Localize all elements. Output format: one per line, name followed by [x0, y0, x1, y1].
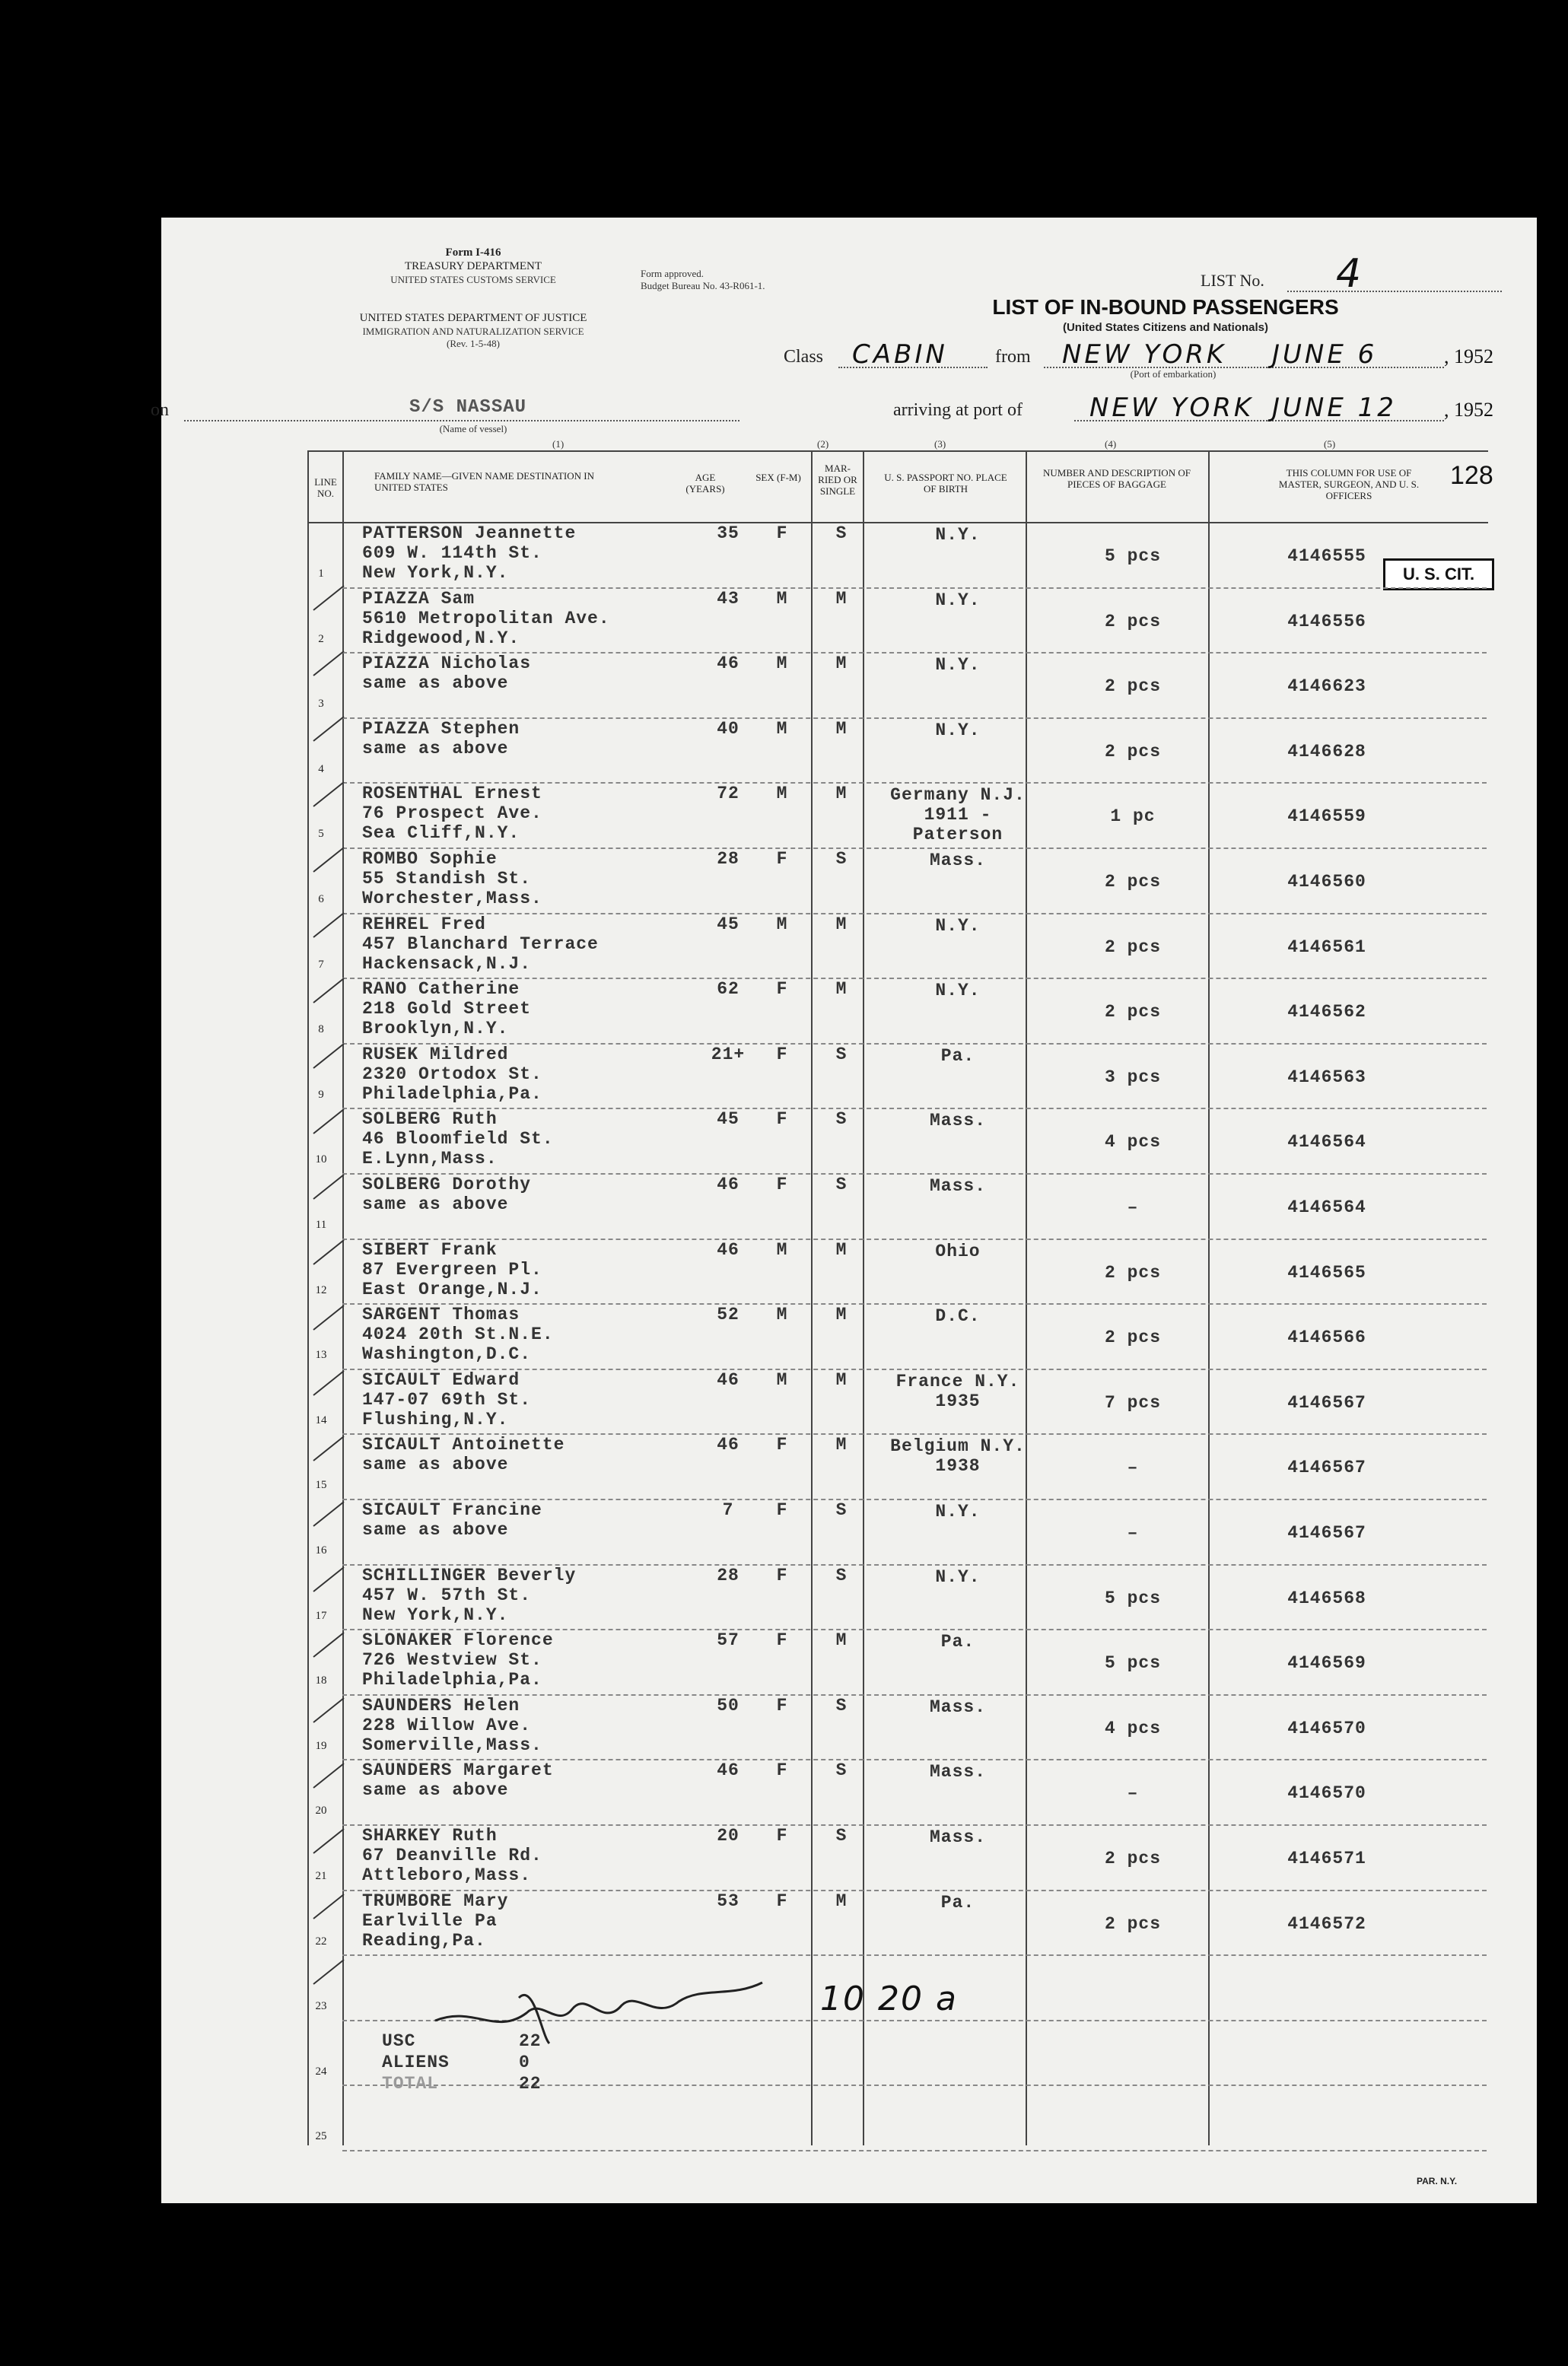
passenger-sex: M	[776, 1305, 788, 1325]
header-married: MAR-RIED OR SINGLE	[818, 463, 857, 497]
vessel-note: (Name of vessel)	[439, 423, 507, 434]
line-number: 5	[318, 828, 324, 841]
official-number: 4146564	[1287, 1197, 1366, 1217]
vessel-name: S/S NASSAU	[409, 397, 527, 418]
passenger-name: SHARKEY Ruth	[362, 1826, 498, 1846]
destination-line-2: Hackensack,N.J.	[362, 953, 532, 974]
from-year: , 1952	[1444, 345, 1493, 367]
passenger-age: 52	[717, 1305, 739, 1325]
column-number: (3)	[934, 438, 946, 450]
line-number: 12	[315, 1283, 327, 1296]
place-of-birth: Mass.	[929, 1762, 986, 1782]
passenger-age: 7	[722, 1500, 734, 1520]
baggage-pieces: –	[1127, 1458, 1139, 1478]
baggage-pieces: 2 pcs	[1104, 937, 1161, 957]
marital-status: S	[835, 1695, 848, 1716]
header-age: AGE (YEARS)	[685, 472, 725, 495]
place-of-birth: Mass.	[929, 851, 986, 870]
embarkation-note: (Port of embarkation)	[1130, 368, 1217, 380]
baggage-pieces: 5 pcs	[1104, 546, 1161, 566]
line-number: 13	[315, 1349, 327, 1362]
baggage-pieces: 2 pcs	[1104, 872, 1161, 892]
class-label: Class	[784, 347, 824, 367]
official-number: 4146567	[1287, 1523, 1366, 1543]
passenger-sex: F	[776, 1500, 788, 1520]
destination-line-2: Brooklyn,N.Y.	[362, 1019, 509, 1039]
passenger-sex: F	[776, 1565, 788, 1585]
arrival-date: JUNE 12	[1272, 393, 1397, 423]
place-of-birth: N.Y.	[935, 590, 981, 610]
place-of-birth: N.Y.	[935, 1502, 981, 1522]
passenger-name: PIAZZA Sam	[362, 588, 475, 609]
table-top-rule	[307, 450, 1488, 452]
destination-line-1: 67 Deanville Rd.	[362, 1846, 542, 1865]
official-number: 4146564	[1287, 1132, 1366, 1153]
destination-line-1: 147-07 69th St.	[362, 1389, 532, 1410]
arrival-year: , 1952	[1444, 399, 1493, 421]
passenger-name: PIAZZA Stephen	[362, 718, 520, 739]
line-number: 11	[315, 1219, 327, 1231]
passenger-age: 21+	[711, 1044, 746, 1064]
passenger-age: 53	[717, 1891, 739, 1911]
destination-line-2: Washington,D.C.	[362, 1344, 532, 1365]
passenger-age: 46	[717, 1435, 739, 1455]
destination-line-2: New York,N.Y.	[362, 563, 509, 583]
passenger-age: 40	[717, 718, 739, 739]
passenger-sex: F	[776, 1109, 788, 1130]
baggage-pieces: 5 pcs	[1104, 1653, 1161, 1674]
destination-line-1: same as above	[362, 1520, 509, 1540]
destination-line-2: Somerville,Mass.	[362, 1735, 542, 1755]
passenger-age: 45	[717, 1109, 739, 1130]
baggage-pieces: 1 pc	[1110, 806, 1156, 827]
line-number: 19	[315, 1739, 327, 1752]
passenger-name: ROSENTHAL Ernest	[362, 784, 542, 804]
marital-status: M	[835, 1435, 848, 1455]
marital-status: M	[835, 1305, 848, 1325]
official-number: 4146555	[1287, 546, 1366, 566]
line-number: 16	[315, 1544, 327, 1557]
passenger-sex: F	[776, 849, 788, 869]
header-baggage: NUMBER AND DESCRIPTION OF PIECES OF BAGGAGE	[1043, 467, 1191, 490]
marital-status: M	[835, 1630, 848, 1651]
place-of-birth: Mass.	[929, 1111, 986, 1131]
form-title: LIST OF IN-BOUND PASSENGERS	[992, 295, 1339, 319]
arriving-label: arriving at port of	[893, 400, 1023, 420]
passenger-name: SICAULT Edward	[362, 1369, 520, 1390]
passenger-sex: F	[776, 1826, 788, 1846]
passenger-sex: M	[776, 914, 788, 934]
destination-line-1: 55 Standish St.	[362, 869, 532, 889]
printer-mark: PAR. N.Y.	[1417, 2176, 1458, 2186]
from-label: from	[995, 347, 1031, 367]
passenger-age: 57	[717, 1630, 739, 1651]
marital-status: S	[835, 1760, 848, 1781]
place-of-birth: Mass.	[929, 1697, 986, 1717]
destination-line-1: 609 W. 114th St.	[362, 543, 542, 563]
from-date: JUNE 6	[1272, 339, 1378, 370]
destination-line-1: 457 W. 57th St.	[362, 1585, 532, 1605]
official-number: 4146560	[1287, 872, 1366, 892]
passenger-age: 46	[717, 654, 739, 674]
row-divider	[342, 2085, 1487, 2086]
baggage-pieces: 2 pcs	[1104, 1002, 1161, 1022]
baggage-pieces: 3 pcs	[1104, 1067, 1161, 1087]
line-number: 20	[315, 1805, 327, 1817]
marital-status: S	[835, 1175, 848, 1194]
passenger-name: SICAULT Antoinette	[362, 1435, 565, 1455]
budget-bureau: Budget Bureau No. 43-R061-1.	[641, 280, 765, 291]
header-name: FAMILY NAME—GIVEN NAME DESTINATION IN UNITED STATES	[374, 470, 595, 493]
line-number: 10	[315, 1153, 327, 1166]
time-note: 10 20 a	[820, 1980, 958, 2018]
destination-line-2: Ridgewood,N.Y.	[362, 628, 520, 648]
official-number: 4146568	[1287, 1588, 1366, 1608]
destination-line-1: same as above	[362, 1194, 509, 1214]
baggage-pieces: –	[1127, 1783, 1139, 1804]
place-of-birth: Germany N.J. 1911 -Paterson	[890, 785, 1026, 845]
col-rule	[811, 450, 813, 2145]
destination-line-1: 5610 Metropolitan Ave.	[362, 608, 610, 628]
passenger-sex: F	[776, 1435, 788, 1455]
passenger-sex: M	[776, 654, 788, 674]
passenger-sex: F	[776, 979, 788, 1000]
official-number: 4146570	[1287, 1718, 1366, 1738]
destination-line-1: 2320 Ortodox St.	[362, 1064, 542, 1084]
place-of-birth: Ohio	[935, 1241, 981, 1261]
place-of-birth: N.Y.	[935, 981, 981, 1001]
passenger-sex: M	[776, 784, 788, 804]
treasury-dept: TREASURY DEPARTMENT	[404, 260, 542, 272]
line-number: 2	[318, 632, 324, 645]
line-number: 9	[318, 1088, 324, 1101]
baggage-pieces: –	[1127, 1197, 1139, 1217]
total-usc-label: USC	[382, 2031, 416, 2051]
list-number-value: 4	[1336, 251, 1365, 297]
destination-line-2: Philadelphia,Pa.	[362, 1670, 542, 1690]
passenger-name: SCHILLINGER Beverly	[362, 1565, 577, 1585]
marital-status: S	[835, 1565, 848, 1585]
passenger-age: 43	[717, 588, 739, 609]
marital-status: S	[835, 1500, 848, 1520]
passenger-age: 46	[717, 1369, 739, 1390]
header-line-no: LINE NO.	[314, 476, 337, 499]
total-value: 22	[519, 2074, 542, 2094]
passenger-sex: M	[776, 1239, 788, 1260]
form-approved: Form approved.	[641, 268, 704, 279]
passenger-name: REHREL Fred	[362, 914, 486, 934]
passenger-age: 46	[717, 1760, 739, 1781]
line-number: 22	[315, 1935, 327, 1948]
us-citizen-stamp: U. S. CIT.	[1383, 558, 1494, 590]
destination-line-2: Attleboro,Mass.	[362, 1865, 532, 1885]
line-number: 24	[315, 2065, 327, 2078]
line-number: 15	[315, 1479, 327, 1492]
passenger-name: RANO Catherine	[362, 979, 520, 1000]
total-aliens-label: ALIENS	[382, 2053, 450, 2072]
place-of-birth: N.Y.	[935, 525, 981, 545]
marital-status: M	[835, 718, 848, 739]
destination-line-2: Sea Cliff,N.Y.	[362, 823, 520, 844]
passenger-sex: F	[776, 1760, 788, 1781]
passenger-age: 46	[717, 1239, 739, 1260]
destination-line-2: New York,N.Y.	[362, 1604, 509, 1625]
col-rule	[1026, 450, 1027, 2145]
column-number: (1)	[552, 438, 565, 450]
list-number-line	[1287, 291, 1502, 292]
official-number: 4146559	[1287, 806, 1366, 827]
passenger-name: SLONAKER Florence	[362, 1630, 554, 1651]
justice-dept: UNITED STATES DEPARTMENT OF JUSTICE	[359, 312, 587, 324]
destination-line-2: Philadelphia,Pa.	[362, 1083, 542, 1104]
passenger-age: 50	[717, 1695, 739, 1716]
row-divider	[342, 2150, 1487, 2151]
line-number: 23	[315, 2000, 327, 2013]
passenger-age: 28	[717, 849, 739, 869]
marital-status: M	[835, 1369, 848, 1390]
place-of-birth: Belgium N.Y. 1938	[890, 1436, 1026, 1477]
vessel-line	[184, 420, 739, 421]
destination-line-1: 726 Westview St.	[362, 1650, 542, 1671]
line-number: 21	[315, 1870, 327, 1882]
marital-status: M	[835, 588, 848, 609]
officer-signature	[428, 1967, 778, 2051]
col-rule	[1208, 450, 1210, 2145]
total-usc-value: 22	[519, 2031, 542, 2051]
official-number: 4146570	[1287, 1783, 1366, 1804]
passenger-age: 45	[717, 914, 739, 934]
baggage-pieces: 2 pcs	[1104, 611, 1161, 631]
place-of-birth: N.Y.	[935, 1566, 981, 1587]
column-number: (5)	[1324, 438, 1336, 450]
page-number: 128	[1450, 461, 1493, 490]
place-of-birth: Pa.	[940, 1632, 975, 1652]
official-number: 4146562	[1287, 1002, 1366, 1022]
line-number: 8	[318, 1023, 324, 1036]
marital-status: M	[835, 914, 848, 934]
destination-line-1: same as above	[362, 673, 509, 694]
passenger-name: PIAZZA Nicholas	[362, 654, 532, 674]
place-of-birth: Mass.	[929, 1176, 986, 1196]
passenger-age: 62	[717, 979, 739, 1000]
check-marks	[268, 583, 359, 2180]
destination-line-1: 46 Bloomfield St.	[362, 1129, 554, 1150]
destination-line-2: Worchester,Mass.	[362, 889, 542, 908]
baggage-pieces: –	[1127, 1523, 1139, 1543]
passenger-sex: F	[776, 1695, 788, 1716]
passenger-sex: F	[776, 1891, 788, 1911]
baggage-pieces: 2 pcs	[1104, 1913, 1161, 1934]
destination-line-1: 87 Evergreen Pl.	[362, 1259, 542, 1280]
passenger-age: 72	[717, 784, 739, 804]
list-number-label: LIST No.	[1201, 271, 1264, 290]
place-of-birth: D.C.	[935, 1306, 981, 1327]
destination-line-1: 4024 20th St.N.E.	[362, 1325, 554, 1345]
passenger-age: 35	[717, 523, 739, 543]
destination-line-2: Reading,Pa.	[362, 1930, 486, 1951]
revision-date: (Rev. 1-5-48)	[447, 338, 500, 349]
official-number: 4146628	[1287, 741, 1366, 762]
total-label: TOTAL	[382, 2074, 439, 2094]
marital-status: M	[835, 1239, 848, 1260]
passenger-sex: F	[776, 1044, 788, 1064]
place-of-birth: N.Y.	[935, 720, 981, 740]
line-number: 3	[318, 698, 324, 711]
marital-status: M	[835, 1891, 848, 1911]
line-number: 18	[315, 1674, 327, 1687]
destination-line-1: same as above	[362, 1455, 509, 1475]
marital-status: S	[835, 1044, 848, 1064]
official-number: 4146571	[1287, 1849, 1366, 1868]
column-number: (2)	[817, 438, 829, 450]
destination-line-1: 76 Prospect Ave.	[362, 803, 542, 824]
place-of-birth: Pa.	[940, 1045, 975, 1066]
customs-service: UNITED STATES CUSTOMS SERVICE	[390, 274, 556, 285]
passenger-sex: F	[776, 1630, 788, 1651]
baggage-pieces: 2 pcs	[1104, 1328, 1161, 1348]
passenger-sex: M	[776, 1369, 788, 1390]
passenger-sex: F	[776, 1175, 788, 1194]
destination-line-1: same as above	[362, 1780, 509, 1801]
destination-line-1: 218 Gold Street	[362, 999, 532, 1019]
line-number: 4	[318, 762, 324, 775]
passenger-age: 20	[717, 1826, 739, 1846]
line-number: 1	[318, 568, 324, 580]
place-of-birth: N.Y.	[935, 655, 981, 676]
header-officers: THIS COLUMN FOR USE OF MASTER, SURGEON, AND U. S. OFFICERS	[1278, 467, 1420, 501]
official-number: 4146567	[1287, 1392, 1366, 1413]
total-aliens-value: 0	[519, 2053, 530, 2072]
row-divider	[342, 1954, 1487, 1956]
from-port: NEW YORK	[1062, 339, 1227, 370]
passenger-name: SAUNDERS Helen	[362, 1695, 520, 1716]
place-of-birth: Pa.	[940, 1892, 975, 1913]
marital-status: S	[835, 1109, 848, 1130]
passenger-name: SARGENT Thomas	[362, 1305, 520, 1325]
place-of-birth: N.Y.	[935, 915, 981, 936]
passenger-name: RUSEK Mildred	[362, 1044, 509, 1064]
passenger-name: SOLBERG Ruth	[362, 1109, 498, 1130]
baggage-pieces: 2 pcs	[1104, 1262, 1161, 1283]
line-number: 17	[315, 1609, 327, 1622]
destination-line-2: East Orange,N.J.	[362, 1279, 542, 1299]
official-number: 4146561	[1287, 937, 1366, 957]
passenger-name: SAUNDERS Margaret	[362, 1760, 554, 1781]
official-number: 4146565	[1287, 1262, 1366, 1283]
official-number: 4146572	[1287, 1913, 1366, 1934]
destination-line-1: same as above	[362, 738, 509, 758]
baggage-pieces: 4 pcs	[1104, 1132, 1161, 1153]
line-number: 6	[318, 893, 324, 905]
baggage-pieces: 2 pcs	[1104, 676, 1161, 697]
destination-line-1: 228 Willow Ave.	[362, 1715, 532, 1735]
passenger-name: PATTERSON Jeannette	[362, 523, 577, 543]
baggage-pieces: 5 pcs	[1104, 1588, 1161, 1608]
class-value: CABIN	[852, 339, 948, 370]
line-number: 14	[315, 1414, 327, 1426]
baggage-pieces: 2 pcs	[1104, 741, 1161, 762]
official-number: 4146563	[1287, 1067, 1366, 1087]
destination-line-2: E.Lynn,Mass.	[362, 1149, 498, 1169]
passenger-age: 28	[717, 1565, 739, 1585]
marital-status: S	[835, 523, 848, 543]
marital-status: S	[835, 1826, 848, 1846]
destination-line-1: 457 Blanchard Terrace	[362, 933, 599, 954]
header-passport: U. S. PASSPORT NO. PLACE OF BIRTH	[884, 472, 1007, 495]
official-number: 4146566	[1287, 1328, 1366, 1348]
passenger-name: SIBERT Frank	[362, 1239, 498, 1260]
passenger-sex: F	[776, 523, 788, 543]
destination-line-1: Earlville Pa	[362, 1910, 498, 1931]
header-sex: SEX (F-M)	[755, 472, 801, 483]
place-of-birth: France N.Y. 1935	[895, 1371, 1020, 1411]
baggage-pieces: 7 pcs	[1104, 1392, 1161, 1413]
place-of-birth: Mass.	[929, 1827, 986, 1847]
manifest-page	[151, 218, 1537, 2203]
passenger-sex: M	[776, 588, 788, 609]
passenger-name: SOLBERG Dorothy	[362, 1175, 532, 1194]
official-number: 4146556	[1287, 611, 1366, 631]
marital-status: M	[835, 784, 848, 804]
marital-status: M	[835, 654, 848, 674]
arrival-port: NEW YORK	[1089, 393, 1255, 423]
passenger-name: ROMBO Sophie	[362, 849, 498, 869]
passenger-name: TRUMBORE Mary	[362, 1891, 509, 1911]
passenger-age: 46	[717, 1175, 739, 1194]
passenger-name: SICAULT Francine	[362, 1500, 542, 1520]
immigration-service: IMMIGRATION AND NATURALIZATION SERVICE	[362, 326, 584, 337]
passenger-sex: M	[776, 718, 788, 739]
official-number: 4146567	[1287, 1458, 1366, 1478]
column-number: (4)	[1105, 438, 1117, 450]
destination-line-2: Flushing,N.Y.	[362, 1409, 509, 1429]
marital-status: S	[835, 849, 848, 869]
marital-status: M	[835, 979, 848, 1000]
baggage-pieces: 4 pcs	[1104, 1718, 1161, 1738]
on-label: on	[151, 400, 169, 420]
line-number: 7	[318, 958, 324, 971]
line-number: 25	[315, 2130, 327, 2143]
form-subtitle: (United States Citizens and Nationals)	[1062, 321, 1269, 334]
official-number: 4146623	[1287, 676, 1366, 697]
baggage-pieces: 2 pcs	[1104, 1849, 1161, 1868]
official-number: 4146569	[1287, 1653, 1366, 1674]
form-number: Form I-416	[445, 246, 501, 259]
